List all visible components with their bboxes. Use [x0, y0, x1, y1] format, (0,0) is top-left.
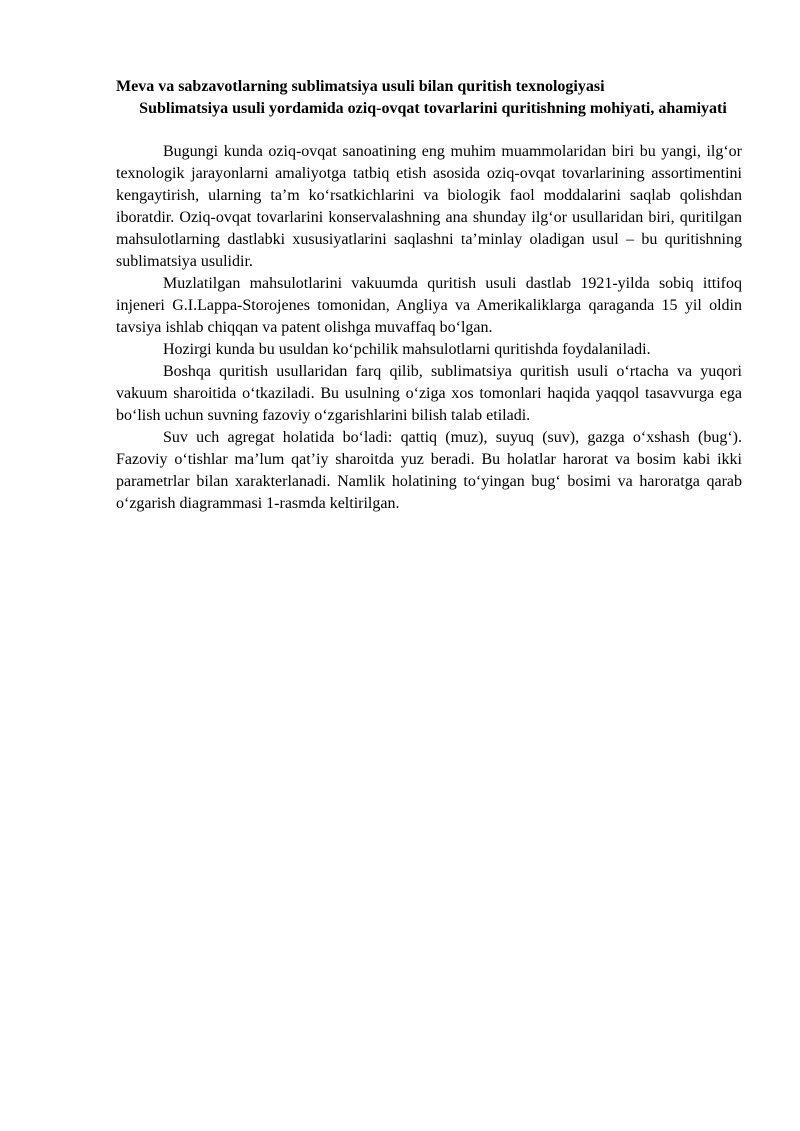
- paragraph-3: Hozirgi kunda bu usuldan ko‘pchilik mahsulotlarni quritishda foydalaniladi.: [163, 341, 651, 358]
- document-page: [116, 76, 742, 515]
- paragraph-5: Suv uch agregat holatida bo‘ladi: qattiq (muz), suyuq (suv), gazga o‘xshash (bug‘). Fazoviy o‘tishlar ma’lum qat’iy sharoitda yuz beradi. Bu holatlar harorat va bosim kabi ikki parametrlar bilan xarakterlanadi. Namlik holatining to‘yingan bug‘ bosimi va haroratga qarab o‘zgarish diagrammasi 1-rasmda keltirilgan.: [116, 429, 742, 512]
- paragraph-2: Muzlatilgan mahsulotlarini vakuumda quritish usuli dastlab 1921-yilda sobiq ittifoq injeneri G.I.Lappa-Storojenes tomonidan, Angliya va Amerikaliklarga qaraganda 15 yil oldin tavsiya ishlab chiqqan va patent olishga muvaffaq bo‘lgan.: [116, 275, 742, 336]
- document-subtitle: Sublimatsiya usuli yordamida oziq-ovqat tovarlarini quritishning mohiyati, ahamiyati: [139, 100, 727, 117]
- paragraph-4: Boshqa quritish usullaridan farq qilib, sublimatsiya quritish usuli o‘rtacha va yuqori vakuum sharoitida o‘tkaziladi. Bu usulning o‘ziga xos tomonlari haqida yaqqol tasavvurga ega bo‘lish uchun suvning fazoviy o‘zgarishlarini bilish talab etiladi.: [116, 363, 742, 424]
- document-title: Meva va sabzavotlarning sublimatsiya usuli bilan quritish texnologiyasi: [116, 78, 605, 95]
- document-body: [116, 141, 742, 515]
- paragraph-1: Bugungi kunda oziq-ovqat sanoatining eng muhim muammolaridan biri bu yangi, ilg‘or texnologik jarayonlarni amaliyotga tatbiq etish asosida oziq-ovqat tovarlarining assortimentini kengaytirish, ularning ta’m ko‘rsatkichlarini va biologik faol moddalarini saqlab qolishdan iboratdir. Oziq-ovqat tovarlarini konservalashning ana shunday ilg‘or usullaridan biri, quritilgan mahsulotlarning dastlabki xususiyatlarini saqlashni ta’minlay oladigan usul – bu quritishning sublimatsiya usulidir.: [116, 143, 742, 270]
